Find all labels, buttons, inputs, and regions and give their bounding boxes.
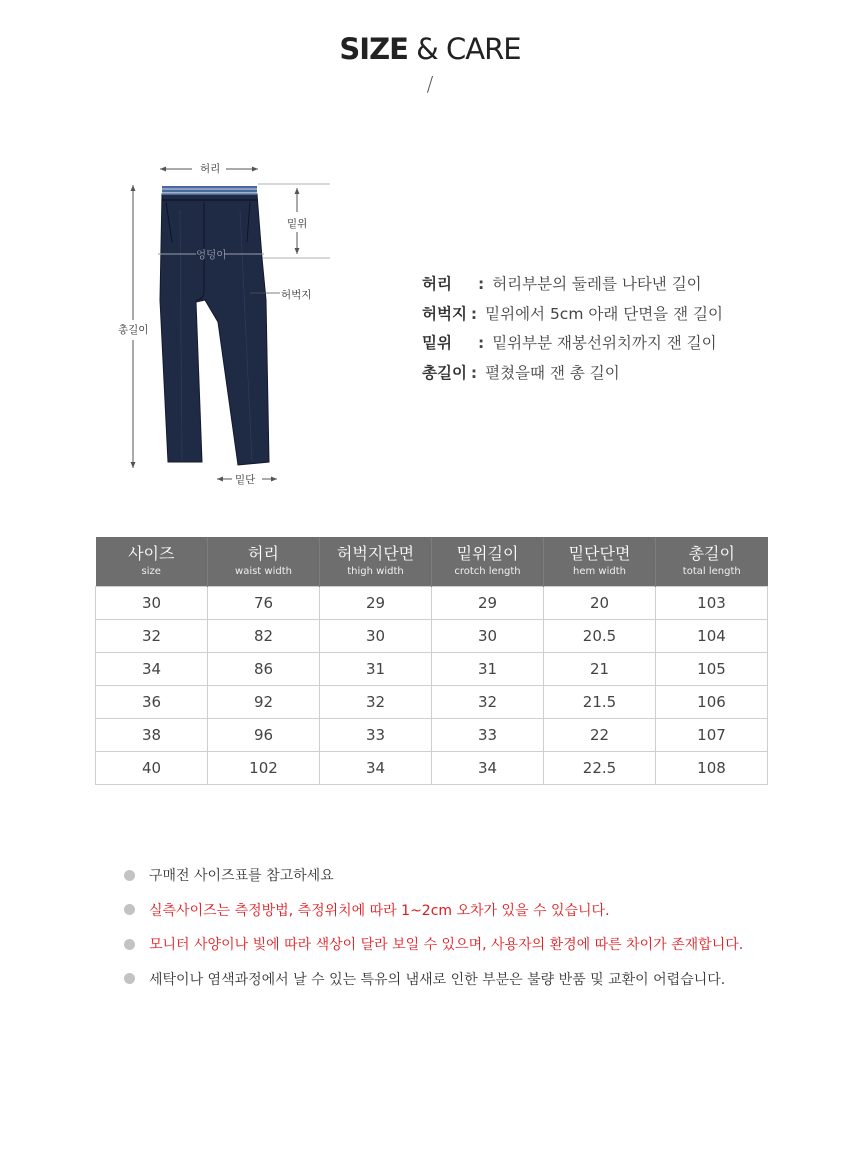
diagram-label-waist: 허리	[200, 163, 221, 175]
note-text: 구매전 사이즈표를 참고하세요	[149, 868, 334, 885]
table-cell: 82	[208, 620, 320, 653]
diagram-label-hem: 밑단	[235, 474, 256, 486]
table-row	[96, 719, 768, 752]
pants-measurement-diagram	[100, 150, 330, 495]
table-row	[96, 587, 768, 620]
header-size	[96, 537, 208, 587]
table-cell: 34	[320, 752, 432, 785]
bullet-dot-icon	[124, 904, 135, 915]
table-cell: 38	[96, 719, 208, 752]
care-notes	[124, 858, 743, 996]
header-ko: 허벅지단면	[336, 544, 415, 563]
header-thigh	[320, 537, 432, 587]
definition-desc: 밑위에서 5cm 아래 단면을 잰 길이	[485, 304, 723, 323]
table-row	[96, 620, 768, 653]
header-ko: 총길이	[688, 544, 735, 563]
note-text: 실측사이즈는 측정방법, 측정위치에 따라 1~2cm 오차가 있을 수 있습니다.	[149, 902, 610, 919]
page-title	[0, 32, 860, 66]
definition-desc: 밑위부분 재봉선위치까지 잰 길이	[492, 334, 717, 352]
header-ko: 밑위길이	[456, 544, 519, 563]
header-waist	[208, 537, 320, 587]
definition-desc: 펼쳤을때 잰 총 길이	[485, 363, 620, 382]
table-cell: 32	[432, 686, 544, 719]
table-cell: 103	[656, 587, 768, 620]
table-cell: 33	[320, 719, 432, 752]
header-en: size	[141, 566, 161, 577]
measurement-definitions	[422, 272, 723, 390]
diagram-label-thigh: 허벅지	[281, 289, 312, 301]
table-cell: 107	[656, 719, 768, 752]
table-cell: 29	[432, 587, 544, 620]
table-cell: 104	[656, 620, 768, 653]
header-ko: 밑단단면	[568, 544, 631, 563]
table-cell: 36	[96, 686, 208, 719]
header-en: crotch length	[454, 566, 521, 577]
header-en: waist width	[235, 566, 292, 577]
header-ko: 허리	[248, 544, 279, 563]
table-cell: 30	[320, 620, 432, 653]
definition-colon: :	[478, 275, 485, 293]
table-cell: 20.5	[544, 620, 656, 653]
table-cell: 22	[544, 719, 656, 752]
note-item	[124, 962, 743, 997]
table-cell: 30	[96, 587, 208, 620]
table-cell: 30	[432, 620, 544, 653]
definition-colon: :	[470, 304, 478, 323]
table-cell: 32	[96, 620, 208, 653]
definition-term: 밑위	[422, 334, 452, 352]
table-header-row	[96, 537, 768, 587]
table-cell: 22.5	[544, 752, 656, 785]
header-ko: 사이즈	[128, 544, 175, 563]
title-bold: SIZE	[339, 32, 408, 66]
table-cell: 86	[208, 653, 320, 686]
diagram-label-rise: 밑위	[287, 218, 308, 230]
table-cell: 29	[320, 587, 432, 620]
definition-term: 허벅지	[422, 304, 467, 323]
header-crotch	[432, 537, 544, 587]
definition-colon: :	[470, 363, 478, 382]
diagram-label-length: 총길이	[118, 324, 149, 336]
definition-row	[422, 272, 723, 302]
definition-row	[422, 331, 723, 361]
definition-term: 총길이	[422, 363, 467, 382]
diagram-label-hip: 엉덩이	[196, 249, 227, 261]
table-cell: 34	[432, 752, 544, 785]
table-cell: 31	[320, 653, 432, 686]
table-row	[96, 653, 768, 686]
bullet-dot-icon	[124, 973, 135, 984]
table-cell: 40	[96, 752, 208, 785]
header-hem	[544, 537, 656, 587]
definition-row	[422, 302, 723, 332]
definition-desc: 허리부분의 둘레를 나타낸 길이	[492, 275, 702, 293]
definition-term: 허리	[422, 275, 452, 293]
table-cell: 96	[208, 719, 320, 752]
table-cell: 21.5	[544, 686, 656, 719]
bullet-dot-icon	[124, 870, 135, 881]
note-item-highlight	[124, 927, 743, 962]
table-cell: 34	[96, 653, 208, 686]
header-en: thigh width	[347, 566, 404, 577]
table-cell: 76	[208, 587, 320, 620]
header-total-length	[656, 537, 768, 587]
table-cell: 20	[544, 587, 656, 620]
size-table	[95, 537, 768, 785]
note-item-highlight	[124, 893, 743, 928]
table-cell: 92	[208, 686, 320, 719]
table-cell: 105	[656, 653, 768, 686]
table-row	[96, 752, 768, 785]
table-cell: 21	[544, 653, 656, 686]
table-row	[96, 686, 768, 719]
note-text: 세탁이나 염색과정에서 날 수 있는 특유의 냄새로 인한 부분은 불량 반품 및 교환이 어렵습니다.	[149, 971, 726, 988]
table-cell: 102	[208, 752, 320, 785]
header-en: total length	[682, 566, 741, 577]
title-divider: /	[426, 72, 434, 96]
header-en: hem width	[573, 566, 626, 577]
note-text: 모니터 사양이나 빛에 따라 색상이 달라 보일 수 있으며, 사용자의 환경에 따른 차이가 존재합니다.	[149, 937, 744, 954]
table-cell: 108	[656, 752, 768, 785]
bullet-dot-icon	[124, 939, 135, 950]
definition-colon: :	[478, 334, 485, 352]
table-cell: 32	[320, 686, 432, 719]
table-cell: 33	[432, 719, 544, 752]
title-rest: & CARE	[416, 32, 521, 66]
table-cell: 106	[656, 686, 768, 719]
table-cell: 31	[432, 653, 544, 686]
definition-row	[422, 361, 723, 391]
note-item	[124, 858, 743, 893]
